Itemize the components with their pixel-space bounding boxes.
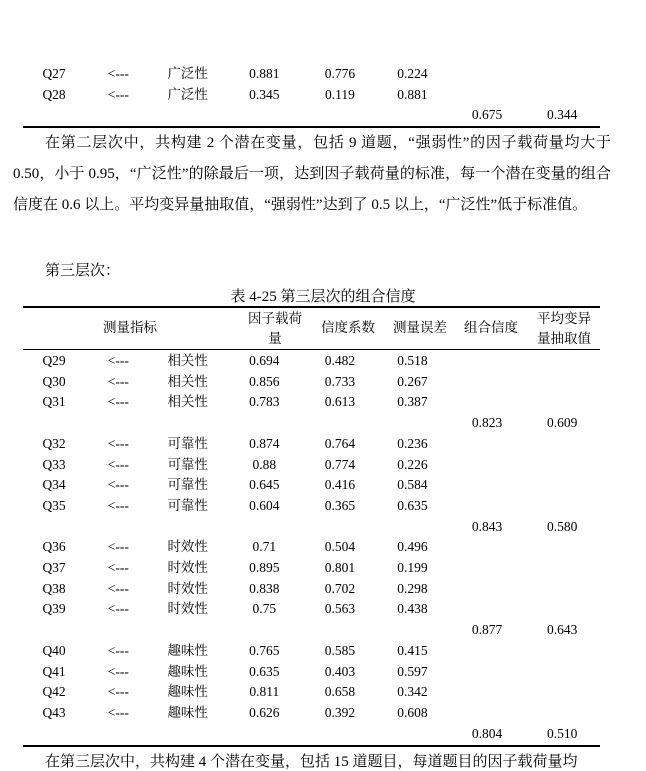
factor-loading: 0.694 [249,353,280,368]
factor-loading: 0.874 [249,435,280,451]
empty-cell [375,620,450,641]
latent-variable: 可靠性 [167,435,208,451]
measurement-error: 0.387 [397,394,428,410]
latent-variable: 相关性 [167,373,208,389]
factor-loading: 0.856 [249,373,280,389]
arrow: <--- [107,477,129,493]
latent-variable: 可靠性 [167,477,208,493]
measurement-error: 0.267 [397,373,428,389]
summary-row [23,413,600,434]
measurement-error: 0.608 [397,704,428,720]
empty-cell [151,413,224,434]
header-loading: 因子载荷量 [248,311,302,346]
empty-cell [375,105,450,126]
item-id: Q35 [42,497,66,513]
item-id: Q27 [42,66,66,81]
item-id: Q31 [42,394,66,410]
table-row [23,496,600,517]
item-id: Q29 [42,353,66,368]
reliability-coefficient: 0.702 [324,580,356,596]
reliability-coefficient: 0.403 [324,663,356,679]
empty-cell [524,372,600,393]
arrow: <--- [107,66,129,81]
empty-cell [151,517,224,538]
table-bottom-rule [23,745,600,747]
latent-variable: 时效性 [167,601,208,617]
average-variance-extracted: 0.580 [546,518,578,534]
empty-cell [305,620,375,641]
latent-variable: 时效性 [167,539,208,555]
latent-variable: 时效性 [167,580,208,596]
reliability-coefficient: 0.764 [324,435,356,451]
composite-reliability-table [23,351,600,744]
reliability-coefficient: 0.733 [324,373,356,389]
arrow: <--- [107,663,129,679]
item-id: Q38 [42,580,66,596]
composite-reliability: 0.843 [471,518,503,534]
table-row [23,392,600,413]
table-row [23,372,600,393]
empty-cell [524,703,600,724]
measurement-error: 0.224 [397,66,428,81]
empty-cell [450,558,525,579]
empty-cell [450,455,525,476]
body-paragraph [13,128,611,221]
empty-cell [305,517,375,538]
item-id: Q36 [42,539,66,555]
empty-cell [524,558,600,579]
empty-cell [85,620,151,641]
empty-cell [23,413,85,434]
factor-loading: 0.765 [249,642,280,658]
table-row [23,434,600,455]
subheading: 第三层次： [45,263,121,279]
average-variance-extracted: 0.344 [546,107,578,123]
empty-cell [224,413,305,434]
arrow: <--- [107,539,129,555]
empty-cell [224,620,305,641]
factor-loading: 0.838 [249,580,280,596]
item-id: Q34 [42,477,66,493]
average-variance-extracted: 0.643 [546,622,578,638]
measurement-error: 0.496 [397,539,428,555]
empty-cell [375,517,450,538]
measurement-error: 0.226 [397,456,428,472]
reliability-coefficient: 0.774 [324,456,356,472]
summary-row [23,105,600,126]
empty-cell [524,496,600,517]
arrow: <--- [107,497,129,513]
measurement-error: 0.298 [397,580,428,596]
arrow: <--- [107,684,129,700]
latent-variable: 趣味性 [167,642,208,658]
latent-variable: 广泛性 [167,86,208,102]
factor-loading: 0.626 [249,704,280,720]
table-row [23,85,600,106]
table-row [23,579,600,600]
empty-cell [524,579,600,600]
empty-cell [450,434,525,455]
latent-variable: 趣味性 [167,704,208,720]
arrow: <--- [107,601,129,617]
measurement-error: 0.518 [397,353,428,368]
reliability-coefficient: 0.585 [324,642,356,658]
measurement-error: 0.236 [397,435,428,451]
empty-cell [305,105,375,126]
arrow: <--- [107,704,129,720]
empty-cell [85,413,151,434]
average-variance-extracted: 0.510 [546,725,578,741]
empty-cell [450,475,525,496]
composite-reliability: 0.823 [471,415,503,431]
reliability-coefficient: 0.392 [324,704,356,720]
reliability-coefficient: 0.658 [324,684,356,700]
header-reliability: 信度系数 [321,320,375,335]
item-id: Q28 [42,86,66,102]
table-row [23,64,600,85]
factor-loading: 0.71 [252,539,277,555]
empty-cell [450,682,525,703]
arrow: <--- [107,580,129,596]
empty-cell [524,475,600,496]
reliability-coefficient: 0.119 [325,86,355,102]
reliability-coefficient: 0.563 [324,601,356,617]
arrow: <--- [107,642,129,658]
summary-row [23,517,600,538]
arrow: <--- [107,353,129,368]
empty-cell [524,641,600,662]
item-id: Q39 [42,601,66,617]
factor-loading: 0.811 [249,684,280,700]
factor-loading: 0.783 [249,394,280,410]
latent-variable: 广泛性 [167,66,208,81]
latent-variable: 相关性 [167,394,208,410]
empty-cell [450,372,525,393]
factor-loading: 0.895 [249,560,280,576]
empty-cell [450,703,525,724]
measurement-error: 0.199 [397,560,428,576]
empty-cell [85,105,151,126]
item-id: Q32 [42,435,66,451]
empty-cell [151,620,224,641]
header-cr: 组合信度 [464,320,518,335]
factor-loading: 0.88 [252,456,277,472]
table-row [23,599,600,620]
factor-loading: 0.881 [249,66,280,81]
empty-cell [151,724,224,745]
table-row [23,703,600,724]
empty-cell [524,599,600,620]
measurement-error: 0.342 [397,684,428,700]
arrow: <--- [107,435,129,451]
empty-cell [524,662,600,683]
latent-variable: 趣味性 [167,684,208,700]
header-error: 测量误差 [393,320,447,335]
arrow: <--- [107,560,129,576]
empty-cell [524,434,600,455]
empty-cell [450,641,525,662]
measurement-error: 0.438 [397,601,428,617]
empty-cell [450,579,525,600]
table-row [23,558,600,579]
empty-cell [224,105,305,126]
reliability-coefficient: 0.365 [324,497,356,513]
empty-cell [524,455,600,476]
empty-cell [450,599,525,620]
table-top-rule [23,306,600,308]
latent-variable: 相关性 [167,353,208,368]
empty-cell [85,724,151,745]
factor-loading: 0.635 [249,663,280,679]
table-row [23,537,600,558]
latent-variable: 可靠性 [167,497,208,513]
empty-cell [224,517,305,538]
factor-loading: 0.604 [249,497,280,513]
arrow: <--- [107,394,129,410]
empty-cell [524,682,600,703]
average-variance-extracted: 0.609 [546,415,578,431]
reliability-coefficient: 0.504 [324,539,356,555]
arrow: <--- [107,456,129,472]
measurement-error: 0.597 [397,663,428,679]
measurement-error: 0.584 [397,477,428,493]
empty-cell [375,724,450,745]
latent-variable: 可靠性 [167,456,208,472]
table-row [23,682,600,703]
empty-cell [450,392,525,413]
arrow: <--- [107,86,129,102]
composite-reliability: 0.804 [471,725,503,741]
empty-cell [305,724,375,745]
empty-cell [224,724,305,745]
item-id: Q40 [42,642,66,658]
empty-cell [23,105,85,126]
table-row [23,662,600,683]
table-row [23,475,600,496]
item-id: Q33 [42,456,66,472]
empty-cell [450,662,525,683]
composite-reliability: 0.675 [471,107,503,123]
paragraph-text: 在第二层次中，共构建 2 个潜在变量，包括 9 道题，“强弱性”的因子载荷量均大于 0.50，小于 0.95，“广泛性”的除最后一项，达到因子载荷量的标准，每一个潜在变量的组合信度在 0.6 以上。平均变异量抽取值，“强弱性”达到了 0.5 以上，“广泛性”低于标准值。 [13,135,611,213]
reliability-coefficient: 0.482 [324,353,356,368]
measurement-error: 0.415 [397,642,428,658]
latent-variable: 时效性 [167,560,208,576]
factor-loading: 0.645 [249,477,280,493]
empty-cell [450,351,525,372]
empty-cell [151,105,224,126]
table-row [23,641,600,662]
measurement-error: 0.881 [397,86,428,102]
item-id: Q30 [42,373,66,389]
empty-cell [524,64,600,85]
composite-reliability: 0.877 [471,622,503,638]
header-indicator: 测量指标 [103,320,157,335]
empty-cell [23,517,85,538]
reliability-coefficient: 0.613 [324,394,356,410]
table-header-rule [23,349,600,350]
header-ave: 平均变异量抽取值 [537,311,591,346]
empty-cell [23,620,85,641]
empty-cell [85,517,151,538]
reliability-coefficient: 0.776 [324,66,356,81]
factor-loading: 0.75 [252,601,277,617]
reliability-coefficient: 0.416 [324,477,356,493]
summary-row [23,620,600,641]
arrow: <--- [107,373,129,389]
empty-cell [524,351,600,372]
empty-cell [23,724,85,745]
summary-row [23,724,600,745]
factor-loading: 0.345 [249,86,280,102]
empty-cell [450,496,525,517]
empty-cell [450,537,525,558]
item-id: Q42 [42,684,66,700]
item-id: Q37 [42,560,66,576]
top-partial-table [23,64,600,126]
empty-cell [450,85,525,106]
empty-cell [524,392,600,413]
item-id: Q41 [42,663,66,679]
empty-cell [375,413,450,434]
empty-cell [524,537,600,558]
empty-cell [450,64,525,85]
table-title: 表 4-25 第三层次的组合信度 [230,289,416,305]
latent-variable: 趣味性 [167,663,208,679]
empty-cell [305,413,375,434]
reliability-coefficient: 0.801 [324,560,356,576]
cutoff-paragraph: 在第三层次中，共构建 4 个潜在变量，包括 15 道题目，每道题目的因子载荷量均 [45,754,578,770]
item-id: Q43 [42,704,66,720]
table-row [23,351,600,372]
measurement-error: 0.635 [397,497,428,513]
empty-cell [524,85,600,106]
table-row [23,455,600,476]
